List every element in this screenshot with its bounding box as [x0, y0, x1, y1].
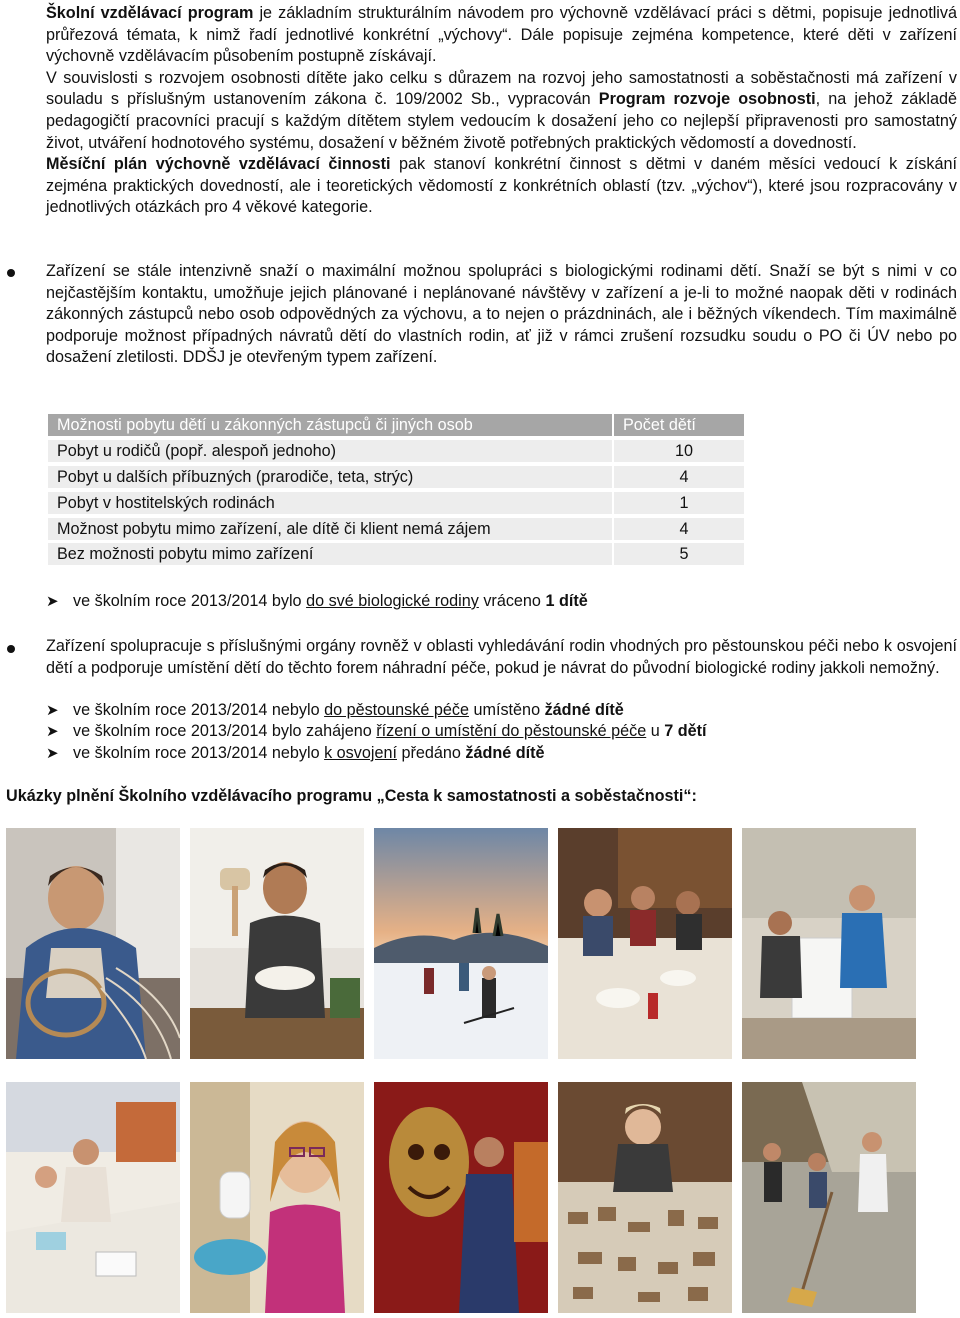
- arrow-list-item: [46, 700, 946, 722]
- item-bold: žádné dítě: [465, 744, 545, 762]
- table-cell: Možnost pobytu mimo zařízení, ale dítě či klient nemá zájem: [48, 518, 612, 540]
- table-row: [46, 440, 746, 462]
- table-cell: 4: [614, 466, 744, 488]
- monthly-plan-term: Měsíční plán výchovně vzdělávací činnosti: [46, 155, 391, 174]
- item-text: umístěno: [468, 701, 545, 719]
- bullet-dot-icon: [7, 269, 15, 277]
- table-header-row: [46, 414, 746, 436]
- arrow-bullet-icon: ➤: [46, 592, 59, 610]
- table-cell: 10: [614, 440, 744, 462]
- intro-text: je základním strukturálním návodem pro výchovně vzdělávací práci s dětmi, popisuje jednotlivá průřezová témata, k nimž řadí jednotlivé konkrétní „výchovy“. Dále popisuje zejména kompetence, které děti v zařízení výchovně vzdělávacím působením postupně získávají.: [46, 4, 957, 66]
- foster-care-paragraph: Zařízení spolupracuje s příslušnými orgány rovněž v oblasti vyhledávání rodin vhodných pro pěstounskou péči nebo k osvojení dětí a podporuje umístění dětí do těchto forem náhradní péče, pokud je návrat do původní biologické rodiny jakkoli nemožný.: [46, 637, 957, 677]
- photo-museum-display: [558, 1082, 732, 1313]
- photo-girl-mixer: [190, 1082, 364, 1313]
- arrow-bullet-icon: ➤: [46, 722, 59, 740]
- item-underlined: do pěstounské péče: [324, 701, 469, 719]
- item-text: ve školním roce 2013/2014 nebylo: [73, 744, 325, 762]
- photo-homework-kitchen: [6, 1082, 180, 1313]
- table-row: [46, 492, 746, 514]
- photo-section-heading: Ukázky plnění Školního vzdělávacího programu „Cesta k samostatnosti a soběstačnosti“:: [6, 787, 697, 805]
- arrow-list-item: [46, 721, 946, 743]
- item-text: u: [646, 722, 665, 740]
- arrow-list-item: [46, 591, 946, 613]
- item-bold: 7 dětí: [664, 722, 707, 740]
- table-cell: 1: [614, 492, 744, 514]
- intro-text-2: V souvislosti s rozvojem osobnosti dítěte jako celku s důrazem na rozvoj jeho samostatnosti a soběstačnosti má zařízení v souladu s příslušným ustanovením zákona č. 109/2002 Sb., vypracován: [46, 68, 957, 109]
- table-cell: Bez možnosti pobytu mimo zařízení: [48, 543, 612, 565]
- table-header-cell: Možnosti pobytu dětí u zákonných zástupců či jiných osob: [48, 414, 612, 436]
- photo-group-dinner: [558, 828, 732, 1059]
- item-underlined: k osvojení: [324, 744, 397, 762]
- arrow-bullet-icon: ➤: [46, 744, 59, 762]
- arrow-bullet-icon: ➤: [46, 701, 59, 719]
- photo-laundry: [742, 828, 916, 1059]
- table-cell: Pobyt v hostitelských rodinách: [48, 492, 612, 514]
- program-term: Program rozvoje osobnosti: [598, 90, 816, 109]
- item-bold: žádné dítě: [544, 701, 624, 719]
- table-row: [46, 518, 746, 540]
- table-row: [46, 543, 746, 565]
- bullet-dot-icon: [7, 645, 15, 653]
- item-text: ve školním roce 2013/2014 bylo: [73, 592, 307, 610]
- intro-paragraph: [46, 3, 957, 219]
- svp-term: Školní vzdělávací program: [46, 4, 254, 22]
- item-underlined: do své biologické rodiny: [306, 592, 479, 610]
- item-underlined: řízení o umístění do pěstounské péče: [376, 722, 647, 740]
- family-cooperation-paragraph: Zařízení se stále intenzivně snaží o maximální možnou spolupráci s biologickými rodinami dětí. Snaží se být s nimi v co nejčastějším kontaktu, umožňuje jejich plánované i neplánované návštěvy v zařízení a je-li to možné naopak děti v rodinách zákonných zástupců nebo osob odpovědných za výchovu, a to nejen o prázdninách, ale i běžných víkendech. Tím maximálně podporuje možnost případných návratů dětí do vlastních rodin, ať již v rámci zrušení rozsudku soudu o PO či ÚV nebo po dosažení zletilosti. DDŠJ je otevřeným typem zařízení.: [46, 262, 957, 367]
- table-cell: Pobyt u rodičů (popř. alespoň jednoho): [48, 440, 612, 462]
- item-text: ve školním roce 2013/2014 bylo zahájeno: [73, 722, 377, 740]
- table-header-cell: Počet dětí: [614, 414, 744, 436]
- table-cell: 4: [614, 518, 744, 540]
- item-text: ve školním roce 2013/2014 nebylo: [73, 701, 325, 719]
- arrow-list-item: [46, 743, 946, 765]
- photo-skiing-sunset: [374, 828, 548, 1059]
- intro-text-3: , na jehož základě pedagogičtí pracovníci pracují s každým dítětem stylem vedoucím k dosažení jeho co nejlepší připravenosti pro samostatný život, utváření hodnotového systému, dosažení v běžném životě potřebných praktických vědomostí a dovedností.: [46, 90, 957, 152]
- table-row: [46, 466, 746, 488]
- item-bold: 1 dítě: [545, 592, 588, 610]
- table-cell: Pobyt u dalších příbuzných (prarodiče, teta, strýc): [48, 466, 612, 488]
- photo-boy-weaving-basket: [6, 828, 180, 1059]
- photo-yard-sweeping: [742, 1082, 916, 1313]
- photo-museum-mask: [374, 1082, 548, 1313]
- table-cell: 5: [614, 543, 744, 565]
- intro-text-4: pak stanoví konkrétní činnost s dětmi v daném měsíci vedoucí k získání zejména praktických dovedností, ale i teoretických vědomostí z konkrétních oblastí (tzv. „výchov“), které jsou rozpracovány v jednotlivých otázkách pro 4 věkové kategorie.: [46, 155, 957, 217]
- item-text: předáno: [396, 744, 466, 762]
- photo-boy-woodwork: [190, 828, 364, 1059]
- item-text: vráceno: [478, 592, 546, 610]
